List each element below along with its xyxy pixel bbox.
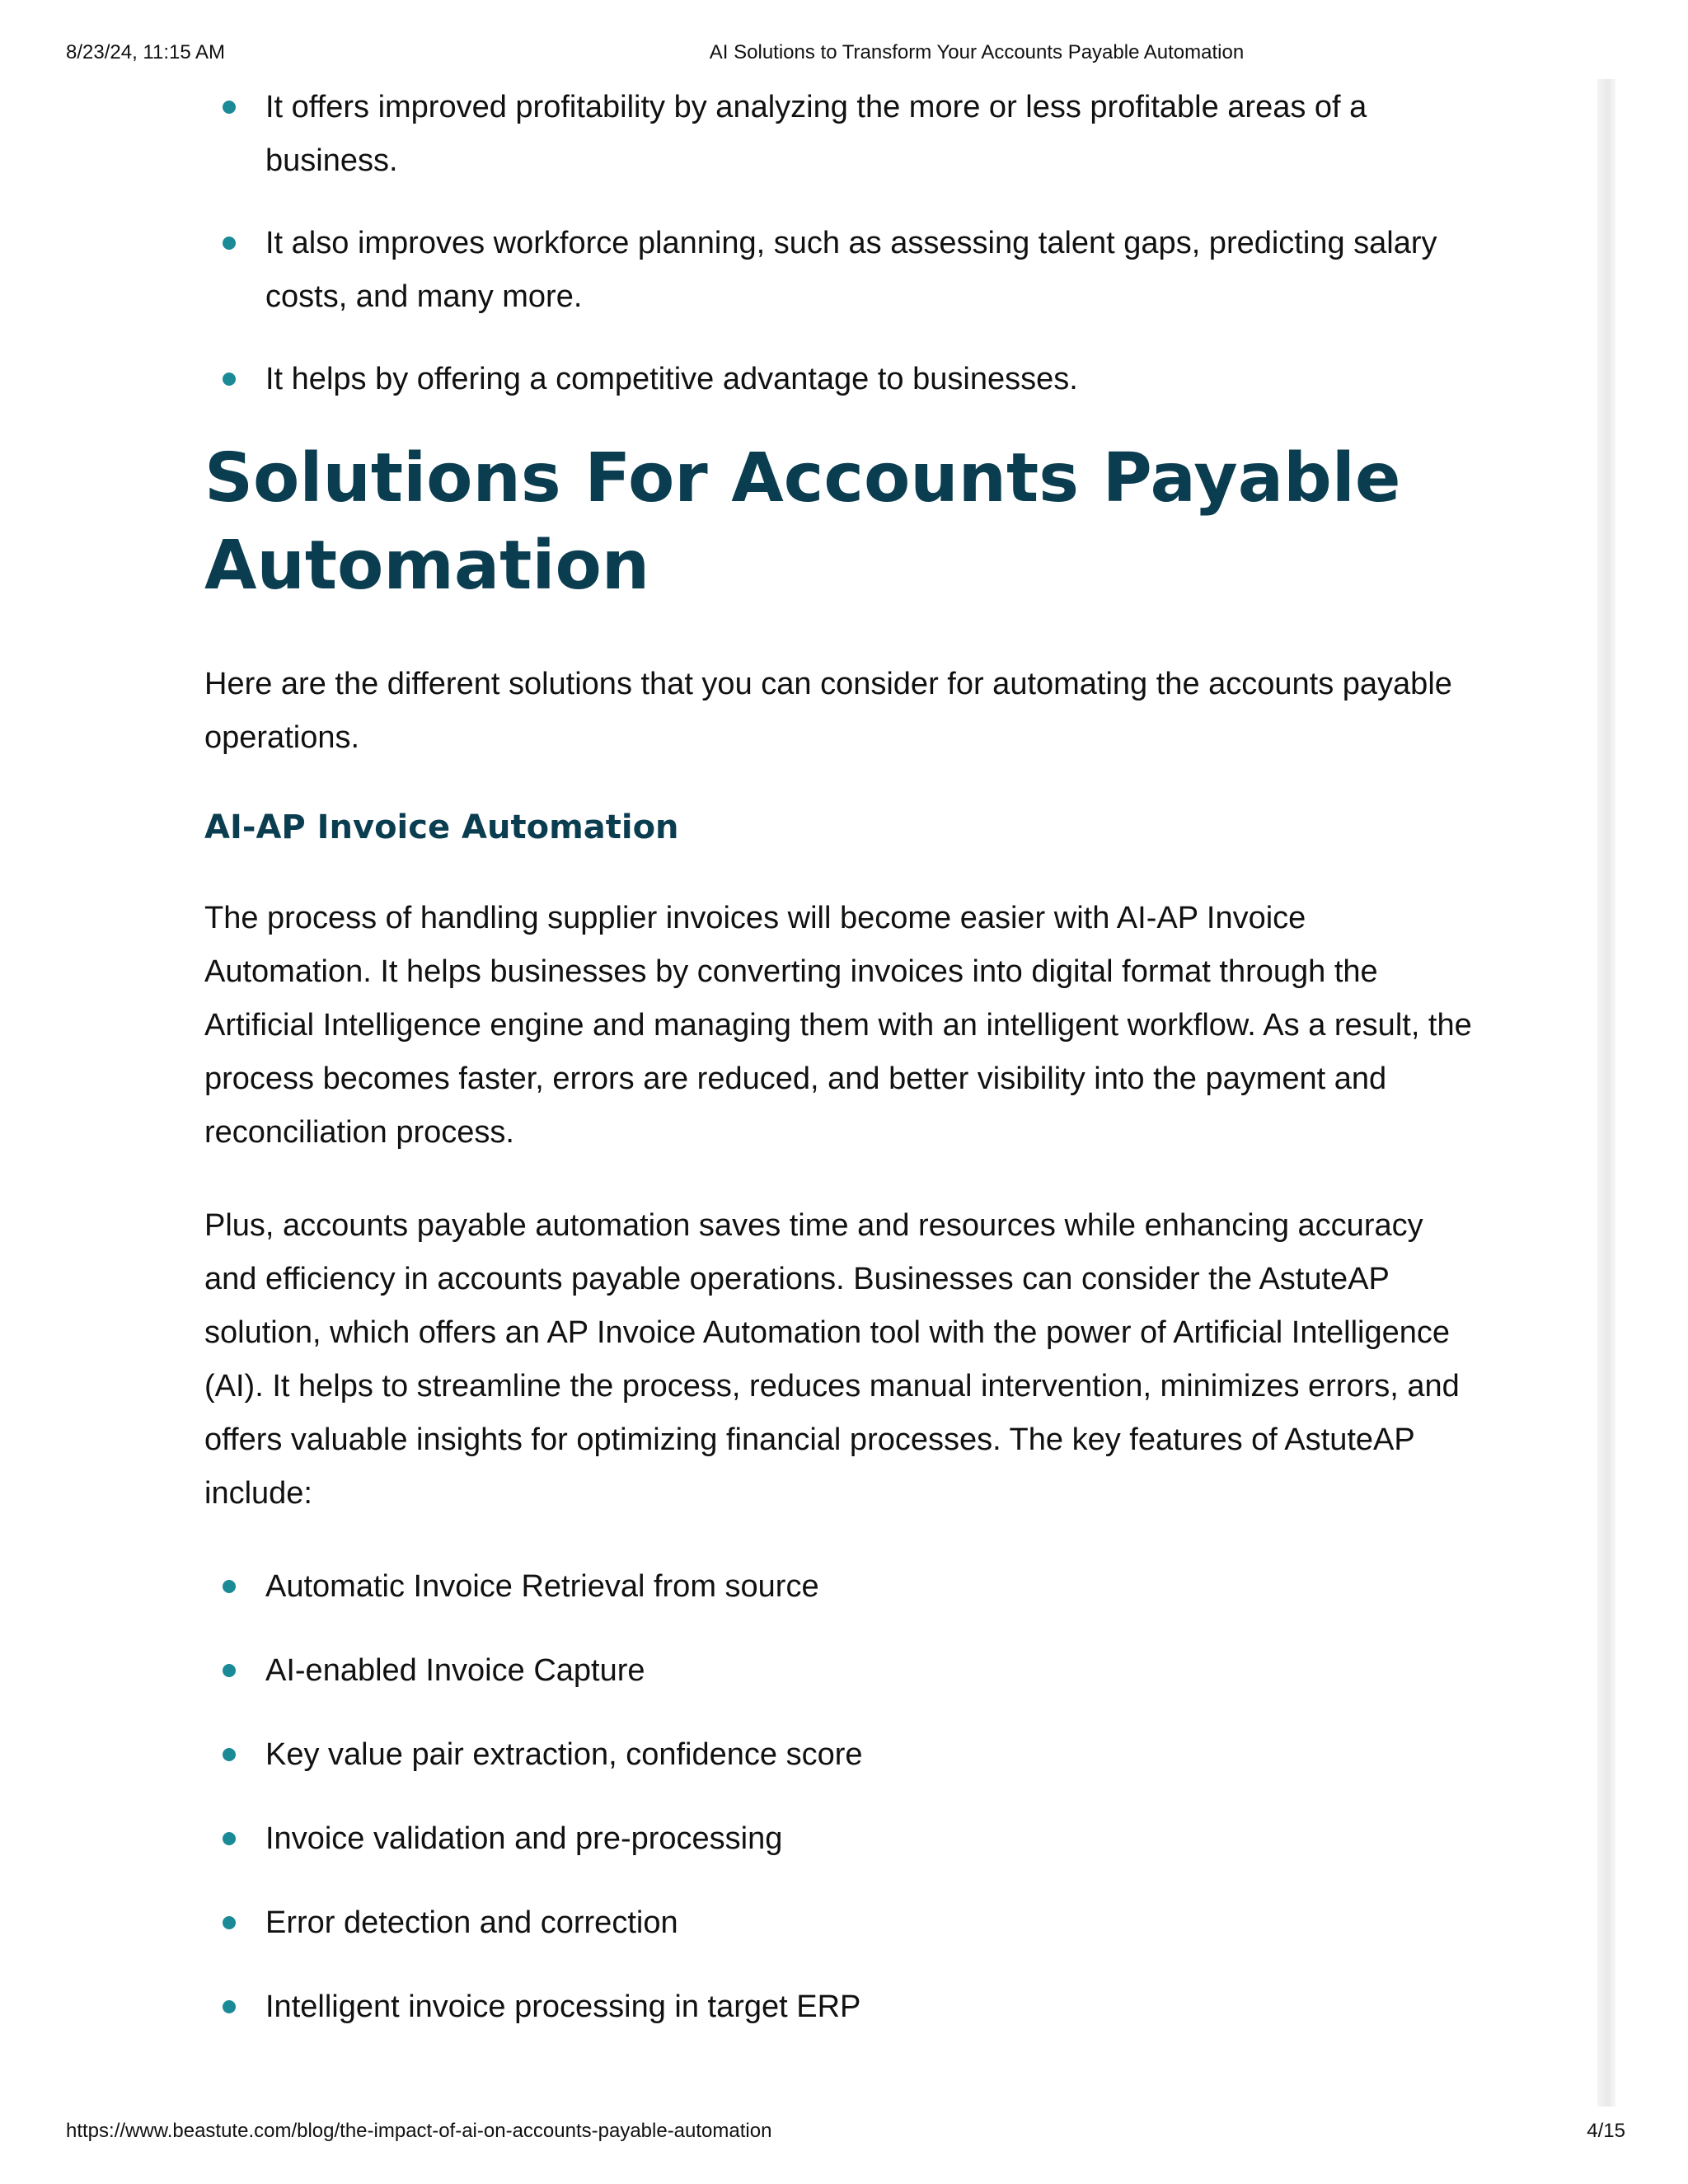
bullet-dot-icon	[223, 1916, 236, 1929]
list-item	[204, 1644, 1474, 1698]
print-datetime: 8/23/24, 11:15 AM	[66, 41, 226, 63]
list-item	[204, 1980, 1474, 2034]
list-item-text: It offers improved profitability by analyzing the more or less profitable areas of a business.	[265, 90, 1367, 178]
subsection-paragraph-1: The process of handling supplier invoices will become easier with AI-AP Invoice Automation. It helps businesses by converting invoices into digital format through the Artificial Intelligence engine and managing them with an intelligent workflow. As a result, the process becomes faster, errors are reduced, and better visibility into the payment and reconciliation process.	[204, 901, 1472, 1150]
list-item	[204, 353, 1474, 406]
print-footer	[0, 2120, 1688, 2153]
benefits-list	[204, 81, 1474, 406]
print-url[interactable]: https://www.beastute.com/blog/the-impact-of-ai-on-accounts-payable-automation	[66, 2120, 772, 2142]
print-header	[0, 41, 1688, 74]
subsection-paragraph-2: Plus, accounts payable automation saves time and resources while enhancing accuracy and efficiency in accounts payable operations. Businesses can consider the AstuteAP solution, which offers an AP Invoice Automation tool with the power of Artificial Intelligence (AI). It helps to streamline the process, reduces manual intervention, minimizes errors, and offers valuable insights for optimizing financial processes. The key features of AstuteAP include:	[204, 1208, 1460, 1511]
list-item	[204, 1812, 1474, 1866]
list-item	[204, 217, 1474, 324]
subsection-title: AI-AP Invoice Automation	[204, 808, 679, 846]
list-item-text: It also improves workforce planning, such as assessing talent gaps, predicting salary costs, and many more.	[265, 226, 1437, 314]
page-scrollbar[interactable]	[1597, 79, 1615, 2107]
bullet-dot-icon	[223, 1748, 236, 1761]
list-item	[204, 1896, 1474, 1950]
list-item	[204, 81, 1474, 188]
section-title: Solutions For Accounts Payable Automation	[204, 439, 1401, 605]
print-page-number: 4/15	[1587, 2120, 1625, 2142]
bullet-dot-icon	[223, 373, 236, 386]
list-item-text: Error detection and correction	[265, 1905, 678, 1940]
bullet-dot-icon	[223, 1580, 236, 1593]
list-item-text: Automatic Invoice Retrieval from source	[265, 1569, 819, 1604]
article-content	[204, 81, 1474, 2064]
bullet-dot-icon	[223, 1832, 236, 1845]
list-item	[204, 1560, 1474, 1614]
list-item	[204, 1728, 1474, 1782]
list-item-text: It helps by offering a competitive advantage to businesses.	[265, 362, 1078, 396]
bullet-dot-icon	[223, 2000, 236, 2013]
list-item-text: AI-enabled Invoice Capture	[265, 1653, 645, 1688]
print-page-title: AI Solutions to Transform Your Accounts Payable Automation	[709, 41, 1245, 63]
list-item-text: Intelligent invoice processing in target ERP	[265, 1990, 861, 2024]
bullet-dot-icon	[223, 1664, 236, 1677]
bullet-dot-icon	[223, 237, 236, 250]
section-intro: Here are the different solutions that you can consider for automating the accounts payable operations.	[204, 667, 1452, 755]
features-list	[204, 1560, 1474, 2034]
list-item-text: Key value pair extraction, confidence score	[265, 1737, 863, 1772]
list-item-text: Invoice validation and pre-processing	[265, 1821, 783, 1856]
bullet-dot-icon	[223, 101, 236, 114]
